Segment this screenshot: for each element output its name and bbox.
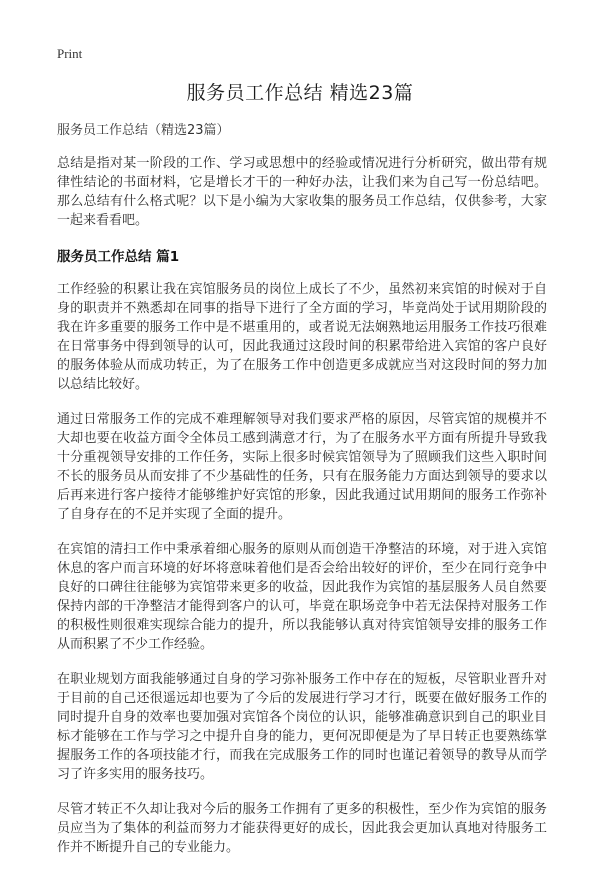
body-paragraph: 在宾馆的清扫工作中秉承着细心服务的原则从而创造干净整洁的环境，对于进入宾馆休息的客户而言环境的好坏将意味着他们是否会给出较好的评价，至少在同行竞争中良好的口碑往往能够为宾馆带来更多的收益，因此我作为宾馆的基层服务人员自然要保持内部的干净整洁才能得到客户的认可，毕竟在职场竞争中若无法保持对服务工作的积极性则很难实现综合能力的提升，所以我能够认真对待宾馆领导安排的服务工作从而积累了不少工作经验。 <box>57 542 547 652</box>
body-paragraph: 尽管才转正不久却让我对今后的服务工作拥有了更多的积极性，至少作为宾馆的服务员应当为了集体的利益而努力才能获得更好的成长，因此我会更加认真地对待服务工作并不断提升自己的专业能力。 <box>57 802 547 855</box>
body-paragraph: 在职业规划方面我能够通过自身的学习弥补服务工作中存在的短板，尽管职业晋升对于目前的自己还很遥远却也要为了今后的发展进行学习才行，既要在做好服务工作的同时提升自身的效率也要加强对宾馆各个岗位的认识，能够准确意识到自己的职业目标才能够在工作与学习之中提升自身的能力，更何况即便是为了早日转正也要熟练掌握服务工作的各项技能才行，而我在完成服务工作的同时也谨记着领导的教导从而学习了许多实用的服务技巧。 <box>57 672 547 782</box>
body-paragraph: 通过日常服务工作的完成不难理解领导对我们要求严格的原因，尽管宾馆的规模并不大却也要在收益方面令全体员工感到满意才行，为了在服务水平方面有所提升导致我十分重视领导安排的工作任务，实际上很多时候宾馆领导为了照顾我们这些入职时间不长的服务员从而安排了不少基础性的任务，只有在服务能力方面达到领导的要求以后再来进行客户接待才能够维护好宾馆的形象，因此我通过试用期间的服务工作弥补了自身存在的不足并实现了全面的提升。 <box>57 412 547 522</box>
document-title: 服务员工作总结 精选23篇 <box>186 82 414 104</box>
document-body <box>57 122 547 873</box>
print-link[interactable]: Print <box>57 46 83 61</box>
body-paragraph: 工作经验的积累让我在宾馆服务员的岗位上成长了不少，虽然初来宾馆的时候对于自身的职责并不熟悉却在同事的指导下进行了全方面的学习，毕竟尚处于试用期阶段的我在许多重要的服务工作中是不堪重用的，或者说无法娴熟地运用服务工作技巧很难在日常事务中得到领导的认可，因此我通过这段时间的积累带给进入宾馆的客户良好的服务体验从而成功转正，为了在服务工作中创造更多成就应当对这段时间的努力加以总结比较好。 <box>57 282 547 392</box>
section-heading: 服务员工作总结 篇1 <box>57 249 180 265</box>
intro-paragraph: 总结是指对某一阶段的工作、学习或思想中的经验或情况进行分析研究，做出带有规律性结论的书面材料，它是增长才干的一种好办法，让我们来为自己写一份总结吧。那么总结有什么格式呢？以下是小编为大家收集的服务员工作总结，仅供参考，大家一起来看看吧。 <box>57 156 547 228</box>
document-subtitle: 服务员工作总结（精选23篇） <box>57 123 230 138</box>
